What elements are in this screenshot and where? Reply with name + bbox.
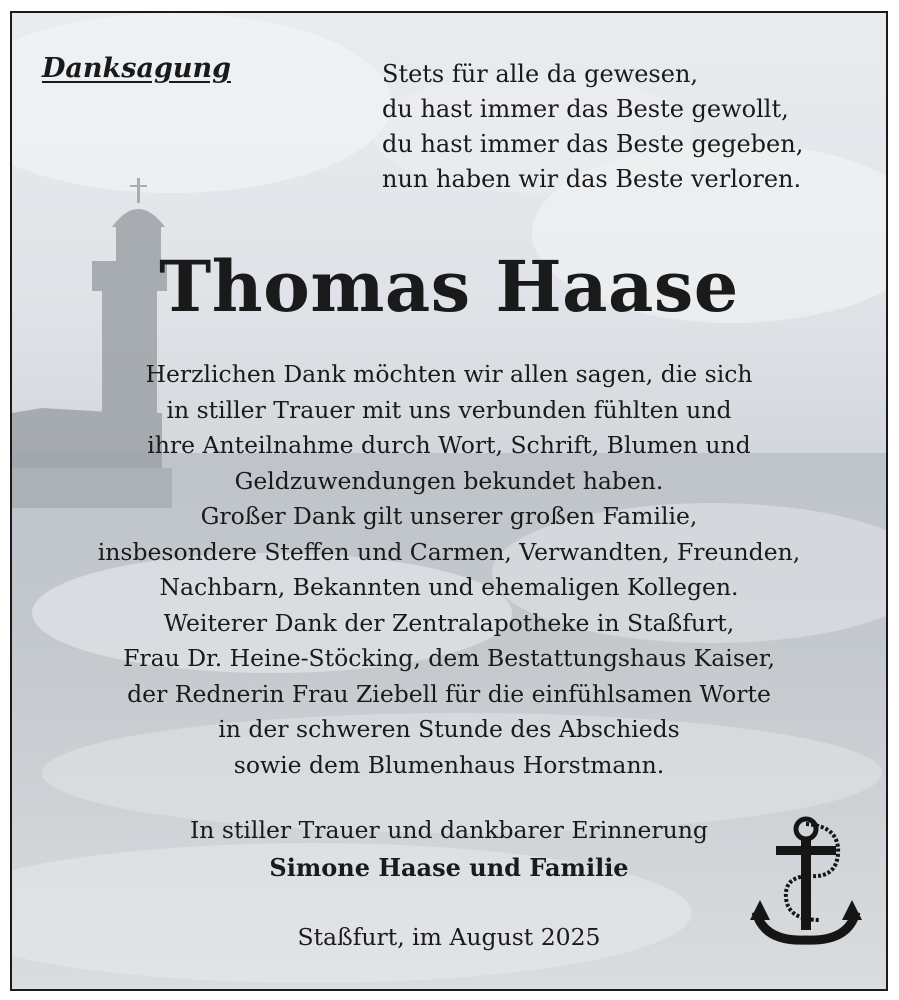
thanks-line: in stiller Trauer mit uns verbunden fühlten und [166,395,732,424]
poem-line: du hast immer das Beste gegeben, [382,130,804,158]
thanks-line: Großer Dank gilt unserer großen Familie, [200,502,698,530]
deceased-name: Thomas Haase [159,245,739,328]
thanks-line: Weiterer Dank der Zentralapotheke in Staßfurt, [163,608,735,637]
closing-line: In stiller Trauer und dankbarer Erinnerung [190,816,708,844]
poem [382,57,803,197]
poem-line: nun haben wir das Beste verloren. [382,165,802,193]
poem-line: Stets für alle da gewesen, [382,60,699,88]
thanks-line: der Rednerin Frau Ziebell für die einfühlsamen Worte [127,679,771,708]
thanks-line: Frau Dr. Heine-Stöcking, dem Bestattungshaus Kaiser, [123,644,775,672]
poem-line: du hast immer das Beste gewollt, [382,95,789,123]
thanks-line: Geldzuwendungen bekundet haben. [234,466,664,495]
thanks-line: Nachbarn, Bekannten und ehemaligen Kollegen. [159,573,739,601]
thanks-line: sowie dem Blumenhaus Horstmann. [233,750,665,779]
thanks-text [12,357,886,783]
thanks-line: in der schweren Stunde des Abschieds [218,715,680,743]
obituary-card [10,11,888,991]
place-date: Staßfurt, im August 2025 [297,923,601,951]
signature: Simone Haase und Familie [269,853,629,882]
anchor-icon [750,816,862,946]
thanks-line: insbesondere Steffen und Carmen, Verwandten, Freunden, [97,537,801,566]
thanks-line: Herzlichen Dank möchten wir allen sagen, die sich [145,360,753,388]
heading-danksagung: Danksagung [42,53,231,84]
thanks-line: ihre Anteilnahme durch Wort, Schrift, Blumen und [147,431,751,459]
